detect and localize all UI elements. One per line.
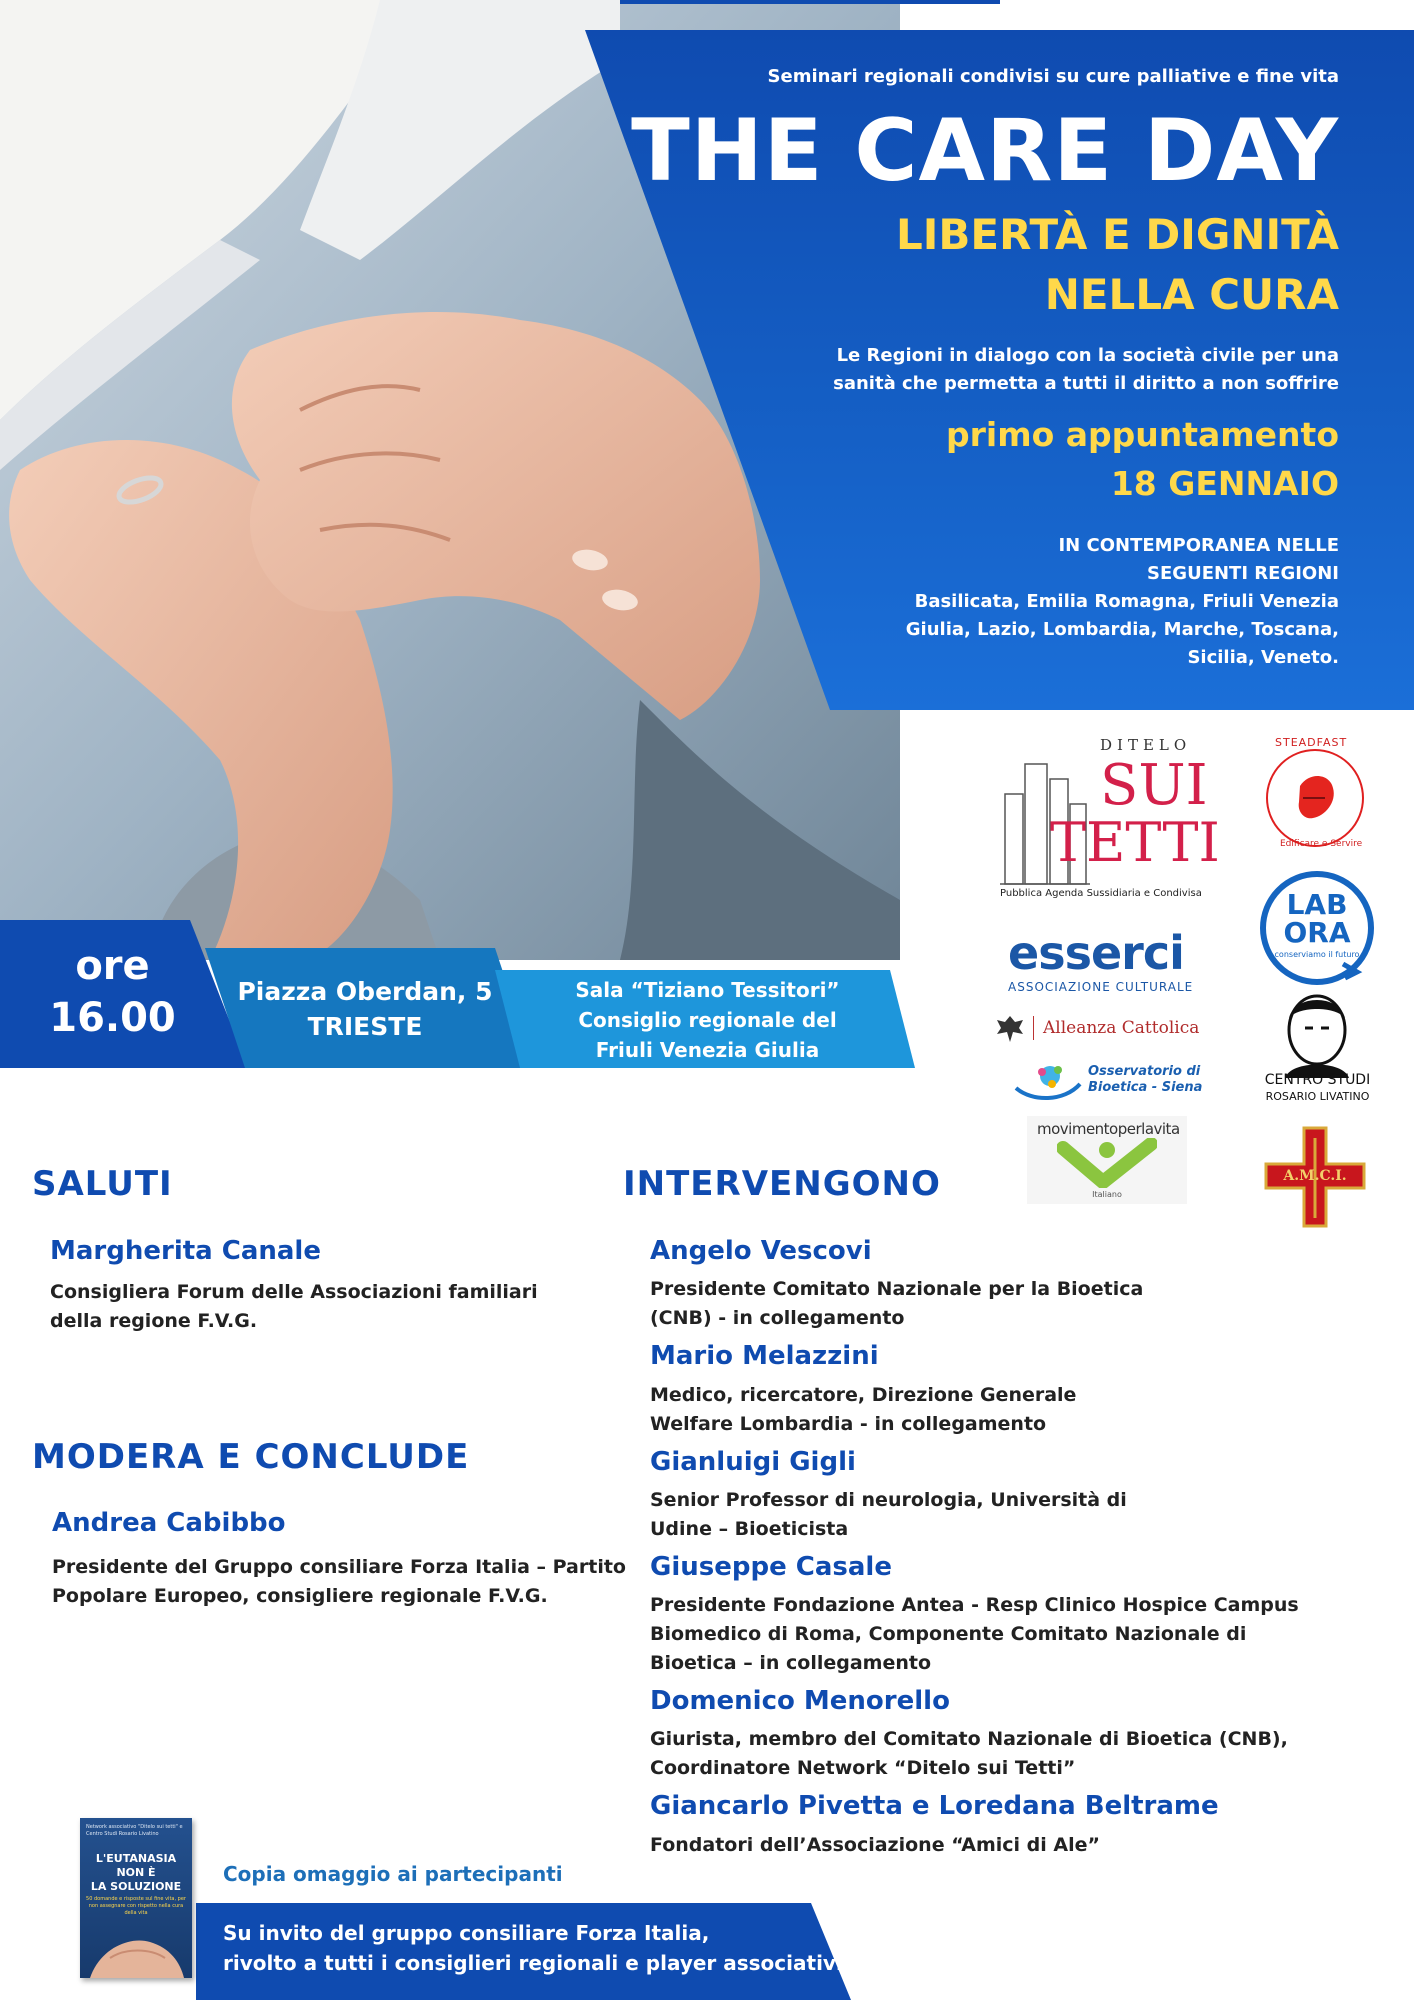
speaker-name: Gianluigi Gigli [650,1447,856,1477]
book-title-line-1: L'EUTANASIA [95,1852,177,1865]
intervengono-heading: INTERVENGONO [623,1164,941,1204]
ditelo-subtitle: Pubblica Agenda Sussidiaria e Condivisa [1000,888,1202,899]
labora-ora-text: ORA [1283,916,1351,949]
tetti-text: TETTI [1050,811,1220,874]
speaker-role [650,1831,1100,1860]
speaker-name: Mario Melazzini [650,1341,879,1371]
appointment-label: primo appuntamento [945,415,1339,454]
book-top-text: Network associativo "Ditelo sui tetti" e Centro Studi Rosario Livatino [86,1824,183,1837]
steadfast-emblem-icon [1255,736,1375,856]
centro-studi-text: CENTRO STUDI [1264,1072,1371,1088]
steadfast-subtitle: Edificare e Servire [1280,839,1363,849]
time-value: 16.00 [49,995,176,1041]
tagline-line-1: LIBERTÀ E DIGNITÀ [895,210,1339,259]
speaker-name: Domenico Menorello [650,1686,950,1716]
speaker-role-line: Medico, ricercatore, Direzione Generale [650,1384,1077,1406]
saluti-heading: SALUTI [32,1164,173,1204]
movimento-subtitle: Italiano [1092,1190,1122,1199]
modera-role [52,1553,626,1611]
alleanza-cattolica-logo [995,1012,1215,1046]
esserci-subtitle: ASSOCIAZIONE CULTURALE [1008,980,1194,994]
eagle-icon [995,1012,1025,1044]
centro-studi-subtitle: ROSARIO LIVATINO [1265,1090,1370,1103]
address-street: Piazza Oberdan, 5 [237,977,493,1006]
appointment-date: 18 GENNAIO [1110,464,1339,503]
movimento-text: movimentoperlavita [1037,1120,1180,1138]
movimento-per-la-vita-logo [1027,1116,1187,1204]
hall-council-1: Consiglio regionale del [578,1008,837,1032]
saluti-role-line-2: della regione F.V.G. [50,1310,258,1332]
speaker-role-line: Bioetica – in collegamento [650,1652,931,1674]
osservatorio-text-2: Bioetica - Siena [1088,1080,1203,1095]
address-city: TRIESTE [307,1012,423,1041]
panel-top-line [620,0,1000,4]
regions-list: Basilicata, Emilia Romagna, Friuli Venezia Giulia, Lazio, Lombardia, Marche, Toscana, Sicilia, Veneto. [905,591,1339,668]
modera-role-line-1: Presidente del Gruppo consiliare Forza Italia – Partito [52,1556,626,1578]
alleanza-divider [1033,1016,1034,1040]
saluti-role [50,1278,538,1336]
speaker-role-line: Fondatori dell’Associazione “Amici di Ale” [650,1834,1100,1856]
invite-line-2: rivolto a tutti i consiglieri regionali e player associativi [223,1951,843,1975]
labora-lab-text: LAB [1286,888,1348,921]
tagline-line-2: NELLA CURA [1044,270,1339,319]
event-address [235,974,495,1044]
copy-label: Copia omaggio ai partecipanti [223,1862,563,1886]
modera-role-line-2: Popolare Europeo, consigliere regionale F.V.G. [52,1585,548,1607]
event-time [20,940,205,1044]
book-subtitle: 50 domande e risposte sul fine vita, per non assegnare con rispetto nella cura della vita [86,1896,186,1916]
speaker-role-line: (CNB) - in collegamento [650,1307,905,1329]
book-hands-icon [80,1918,192,1978]
speaker-role-line: Presidente Fondazione Antea - Resp Clinico Hospice Campus [650,1594,1299,1616]
esserci-logo [1008,928,1208,998]
invite-line-1: Su invito del gruppo consiliare Forza Italia, [223,1921,710,1945]
speaker-role [650,1486,1127,1544]
speaker-name: Angelo Vescovi [650,1236,872,1266]
speaker-role-line: Presidente Comitato Nazionale per la Bioetica [650,1278,1144,1300]
speaker-name: Giancarlo Pivetta e Loredana Beltrame [650,1791,1219,1821]
event-hall [535,975,880,1065]
amci-text: A.M.C.I. [1283,1168,1347,1184]
contemporaneous-label: IN CONTEMPORANEA NELLE SEGUENTI REGIONI [1058,535,1339,584]
invite-text [223,1918,843,1978]
speaker-role [650,1381,1076,1439]
osservatorio-text-1: Osservatorio di [1088,1064,1201,1079]
modera-name: Andrea Cabibbo [52,1508,286,1538]
steadfast-text: STEADFAST [1275,736,1348,749]
ditelo-sui-tetti-logo [1000,736,1220,906]
speaker-role-line: Senior Professor di neurologia, Università di [650,1489,1127,1511]
osservatorio-icon [1012,1058,1084,1102]
portrait-icon [1255,988,1380,1078]
event-title: THE CARE DAY [631,101,1339,201]
modera-heading: MODERA E CONCLUDE [32,1437,470,1477]
book-title-line-2: NON È [116,1866,156,1879]
centro-studi-livatino-logo [1255,988,1380,1108]
saluti-role-line-1: Consigliera Forum delle Associazioni familiari [50,1281,538,1303]
event-description: Le Regioni in dialogo con la società civile per una sanità che permetta a tutti il diritto a non soffrire [833,345,1339,394]
hall-name: Sala “Tiziano Tessitori” [575,978,840,1002]
alleanza-text: Alleanza Cattolica [1043,1018,1200,1038]
speaker-role-line: Giurista, membro del Comitato Nazionale di Bioetica (CNB), [650,1728,1288,1750]
ditelo-text: DITELO [1100,736,1192,754]
speaker-name: Giuseppe Casale [650,1552,892,1582]
time-label: ore [75,943,150,989]
sui-text: SUI [1100,753,1208,818]
speaker-role-line: Welfare Lombardia - in collegamento [650,1413,1047,1435]
speaker-role-line: Biomedico di Roma, Componente Comitato Nazionale di [650,1623,1247,1645]
vita-check-icon [1057,1138,1157,1188]
saluti-name: Margherita Canale [50,1236,321,1266]
speaker-role [650,1275,1143,1333]
book-title-line-3: LA SOLUZIONE [90,1880,182,1893]
amci-logo [1262,1124,1368,1230]
speaker-role-line: Coordinatore Network “Ditelo sui Tetti” [650,1757,1076,1779]
labora-logo [1257,868,1377,988]
speaker-role [650,1591,1299,1678]
speaker-role [650,1725,1288,1783]
osservatorio-bioetica-logo [1012,1058,1212,1102]
speaker-role-line: Udine – Bioeticista [650,1518,849,1540]
book-cover-image [80,1818,192,1978]
labora-subtitle: conserviamo il futuro [1274,950,1360,959]
hall-council-2: Friuli Venezia Giulia [595,1038,820,1062]
event-subtitle: Seminari regionali condivisi su cure palliative e fine vita [767,66,1339,87]
steadfast-logo [1255,736,1375,856]
esserci-text: esserci [1008,926,1184,980]
